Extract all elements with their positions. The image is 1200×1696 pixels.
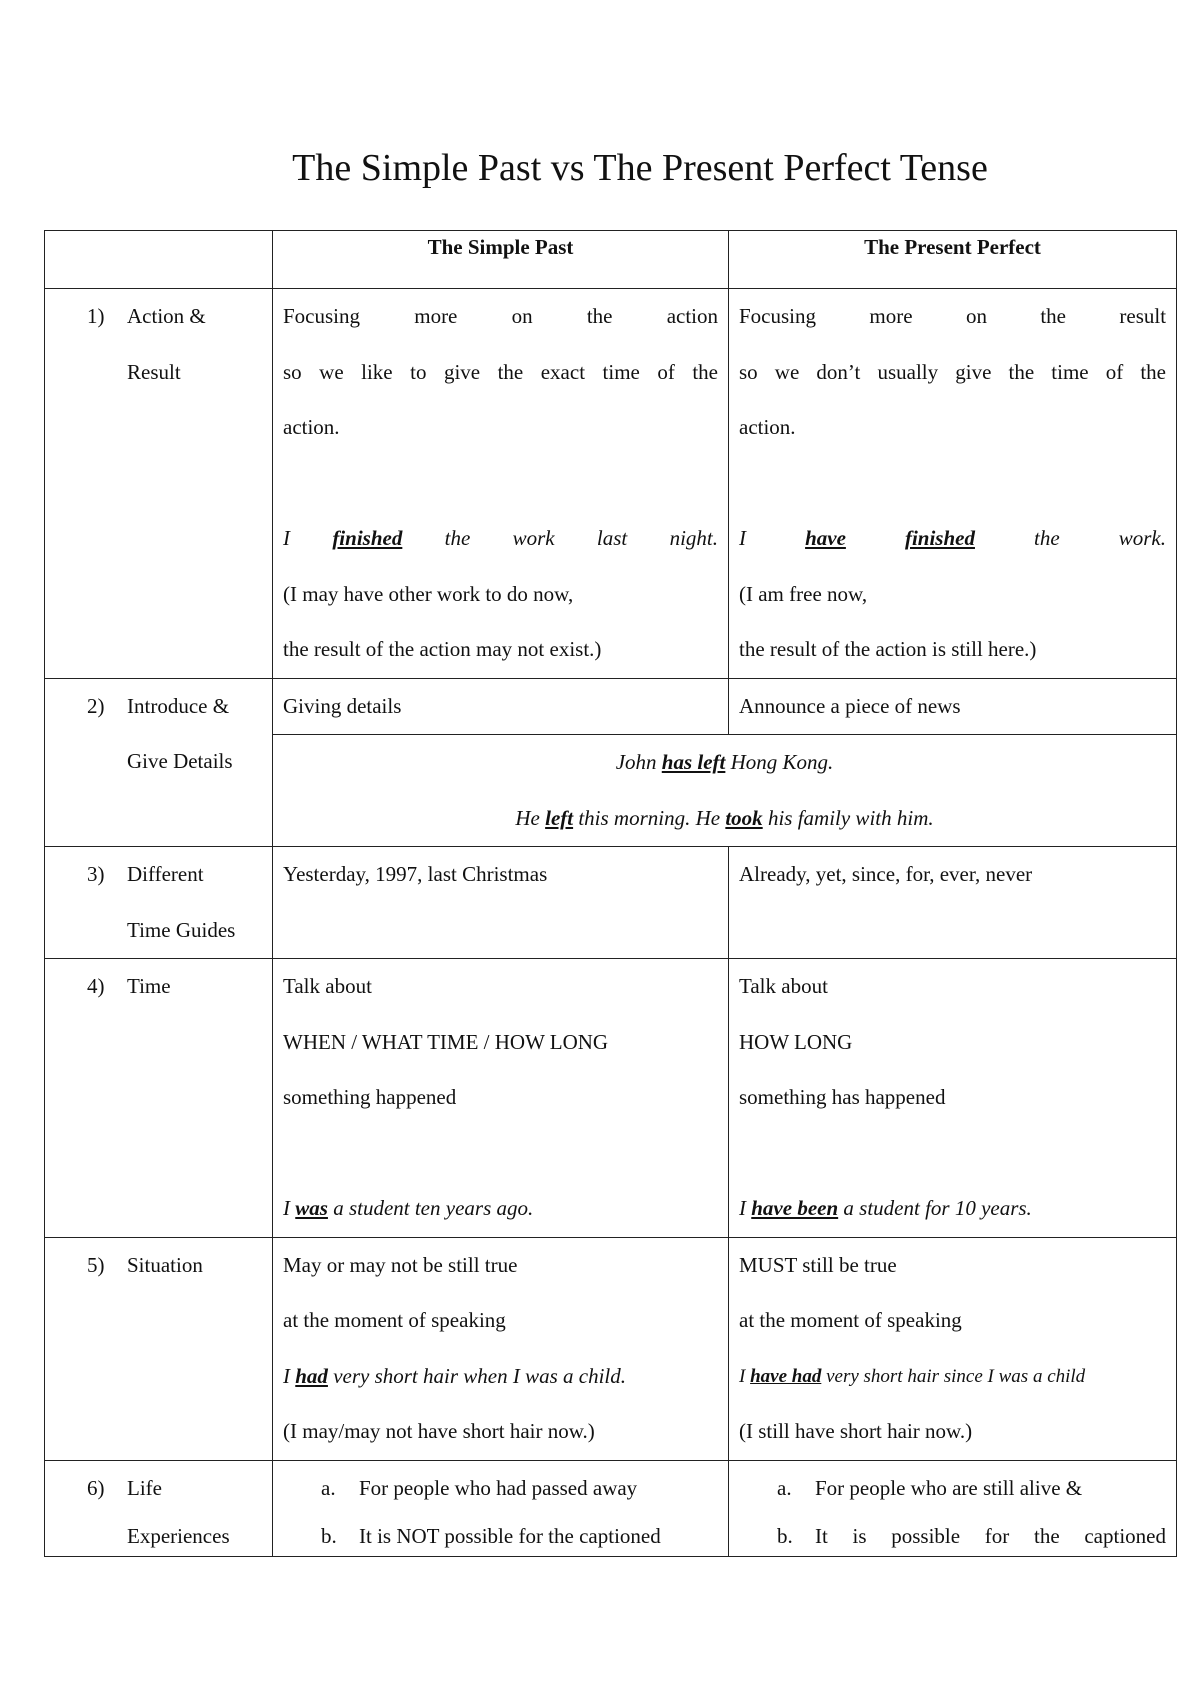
text-line: Talk about bbox=[739, 974, 828, 998]
comparison-table bbox=[44, 230, 1177, 1557]
row-label-line: Introduce & bbox=[127, 693, 230, 718]
text-line: Giving details bbox=[283, 693, 402, 718]
cell-shared-example bbox=[273, 735, 1177, 847]
text-line: Focusing more on the action bbox=[283, 304, 719, 328]
header-simple-past: The Simple Past bbox=[273, 231, 729, 289]
text-line: May or may not be still true bbox=[283, 1252, 518, 1277]
cell-past-time-guides bbox=[273, 847, 729, 959]
text-line: HOW LONG bbox=[739, 1029, 853, 1054]
row-number: 1) bbox=[87, 304, 105, 328]
header-blank bbox=[45, 231, 273, 289]
text-line: so we like to give the exact time of the bbox=[283, 359, 718, 384]
note-line: (I may/may not have short hair now.) bbox=[283, 1419, 595, 1443]
row-number: 5) bbox=[87, 1252, 105, 1277]
header-present-perfect: The Present Perfect bbox=[729, 231, 1177, 289]
table-row bbox=[45, 1237, 1177, 1460]
text-line: so we don’t usually give the time of the bbox=[739, 359, 1166, 384]
text-line: action. bbox=[739, 415, 796, 439]
example-sentence: I have had very short hair since I was a child bbox=[739, 1365, 1086, 1387]
example-sentence: I was a student ten years ago. bbox=[283, 1196, 534, 1220]
cell-past-introduce bbox=[273, 678, 729, 735]
note-line: the result of the action may not exist.) bbox=[283, 637, 602, 661]
text-line: Announce a piece of news bbox=[739, 693, 961, 718]
row-label-line: Time bbox=[127, 974, 171, 998]
table-header-row bbox=[45, 231, 1177, 289]
list-item: b. It is possible for the captioned bbox=[777, 1524, 1166, 1548]
row-number: 6) bbox=[87, 1475, 105, 1500]
row-label-line: Action & bbox=[127, 304, 206, 328]
note-line: (I am free now, bbox=[739, 581, 868, 606]
table-row bbox=[45, 678, 1177, 735]
text-line: action. bbox=[283, 415, 340, 439]
cell-perfect-time bbox=[729, 959, 1177, 1238]
text-line: MUST still be true bbox=[739, 1252, 897, 1277]
example-sentence: I finished the work last night. bbox=[283, 526, 718, 550]
text-line: Focusing more on the result bbox=[739, 304, 1167, 328]
cell-past-situation bbox=[273, 1237, 729, 1460]
text-line: at the moment of speaking bbox=[283, 1308, 506, 1332]
cell-perfect-action-result bbox=[729, 289, 1177, 679]
cell-past-time bbox=[273, 959, 729, 1238]
table-row bbox=[45, 959, 1177, 1238]
example-sentence: I have finished the work. bbox=[739, 526, 1166, 550]
row-label-action-result bbox=[45, 289, 273, 679]
cell-perfect-life-experiences bbox=[729, 1460, 1177, 1557]
row-label-line: Different bbox=[127, 862, 204, 886]
row-label-line: Time Guides bbox=[127, 917, 236, 942]
cell-perfect-time-guides bbox=[729, 847, 1177, 959]
list-item: a. For people who had passed away bbox=[321, 1475, 638, 1500]
example-sentence: He left this morning. He took his family with him. bbox=[515, 805, 934, 830]
cell-perfect-situation bbox=[729, 1237, 1177, 1460]
cell-past-action-result bbox=[273, 289, 729, 679]
row-number: 4) bbox=[87, 974, 105, 998]
row-label-line: Result bbox=[127, 359, 181, 384]
row-label-line: Situation bbox=[127, 1252, 203, 1277]
text-line: something has happened bbox=[739, 1085, 946, 1109]
list-item: a. For people who are still alive & bbox=[777, 1475, 1083, 1500]
example-sentence: I had very short hair when I was a child. bbox=[283, 1363, 626, 1388]
text-line: Already, yet, since, for, ever, never bbox=[739, 862, 1033, 886]
row-label-time-guides bbox=[45, 847, 273, 959]
text-line: something happened bbox=[283, 1085, 457, 1109]
table-row bbox=[45, 847, 1177, 959]
table-row bbox=[45, 1460, 1177, 1557]
cell-past-life-experiences bbox=[273, 1460, 729, 1557]
row-number: 3) bbox=[87, 862, 105, 886]
row-label-line: Experiences bbox=[127, 1524, 230, 1548]
list-item: b. It is NOT possible for the captioned bbox=[321, 1524, 661, 1548]
row-label-line: Give Details bbox=[127, 749, 233, 773]
row-label-introduce-details bbox=[45, 678, 273, 847]
page-title: The Simple Past vs The Present Perfect Tense bbox=[292, 147, 988, 189]
row-label-line: Life bbox=[127, 1475, 162, 1500]
note-line: (I still have short hair now.) bbox=[739, 1419, 973, 1443]
row-label-life-experiences bbox=[45, 1460, 273, 1557]
text-line: at the moment of speaking bbox=[739, 1308, 962, 1332]
example-sentence: John has left Hong Kong. bbox=[615, 750, 834, 774]
text-line: WHEN / WHAT TIME / HOW LONG bbox=[283, 1029, 609, 1054]
example-sentence: I have been a student for 10 years. bbox=[739, 1196, 1032, 1220]
text-line: Talk about bbox=[283, 974, 372, 998]
note-line: (I may have other work to do now, bbox=[283, 581, 574, 606]
row-label-situation bbox=[45, 1237, 273, 1460]
row-label-time bbox=[45, 959, 273, 1238]
note-line: the result of the action is still here.) bbox=[739, 637, 1037, 661]
cell-perfect-introduce bbox=[729, 678, 1177, 735]
table-row bbox=[45, 289, 1177, 679]
row-number: 2) bbox=[87, 693, 105, 718]
text-line: Yesterday, 1997, last Christmas bbox=[283, 862, 548, 886]
